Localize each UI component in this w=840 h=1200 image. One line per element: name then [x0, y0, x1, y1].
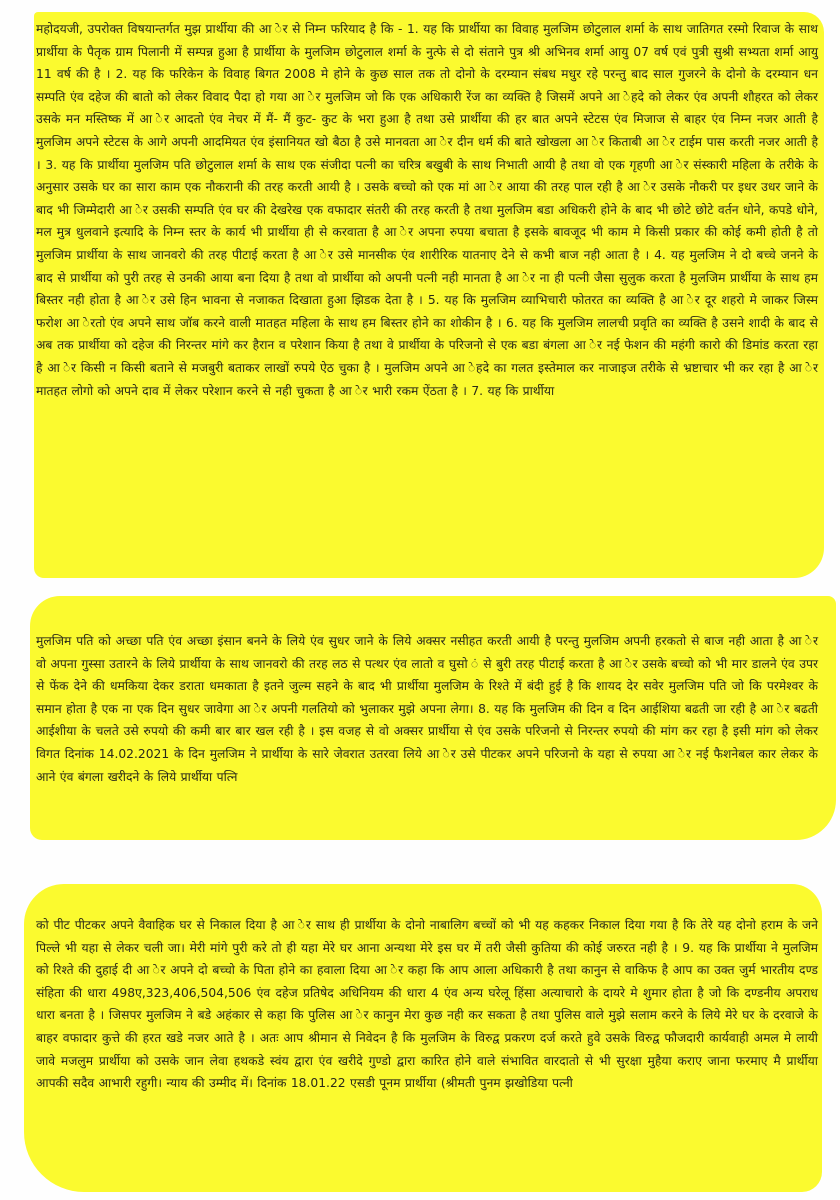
complaint-paragraph-2: मुलजिम पति को अच्छा पति एंव अच्छा इंसान बनने के लिये एंव सुधर जाने के लिये अक्सर नसीहत करती आयी है परन्तु मुलजिम अपनी हरकतो से बाज नही आता है आ ेर वो अपना गुस्सा उतारने के लिये प्रार्थीया के साथ जानवरो की तरह लठ से पत्थर एंव लातो व घुसो ं से बुरी तरह पीटाई करता है आ ेर उसके बच्चो को भी मार डालने एंव उपर से फेंक देने की धमकिया देकर डराता धमकाता है इतने जुल्म सहने के बाद भी प्रार्थीया मुलजिम के रिश्ते में बंदी हुई है कि शायद देर सवेर मुलजिम पति जो कि परमेश्वर के समान होता है एक ना एक दिन सुधर जावेगा आ ेर अपनी गलतियो को भुलाकर मुझे अपना लेगा। 8. यह कि मुलजिम की दिन व दिन आईशिया बढती जा रही है आ ेर बढती आईशीया के चलते उसे रुपयो की कमी बार बार खल रही है । इस वजह से वो अक्सर प्रार्थीया से एंव उसके परिजनो से निरन्तर रुपयो की मांग कर रहा है इसी मांग को लेकर विगत दिनांक 14.02.2021 के दिन मुलजिम ने प्रार्थीया के सारे जेवरात उतरवा लिये आ ेर उसे पीटकर अपने परिजनो के यहा से रुपया आ ेर नई फैशनेबल कार लेकर के आने एंव बंगला खरीदने के लिये प्रार्थीया पत्नि [36, 634, 818, 784]
complaint-paragraph-1: महोदयजी, उपरोक्त विषयान्तर्गत मुझ प्रार्थीया की आ ेर से निम्न फरियाद है कि - 1. यह कि प्रार्थीया का विवाह मुलजिम छोटुलाल शर्मा के साथ जातिगत रस्मो रिवाज के साथ प्रार्थीया के पैतृक ग्राम पिलानी में सम्पन्न हुआ है प्रार्थीया के मुलजिम छोटुलाल शर्मा के नुत्फे से दो संताने पुत्र श्री अभिनव शर्मा आयु 07 वर्ष एवं पुत्री सुश्री सभ्यता शर्मा आयु 11 वर्ष की है । 2. यह कि फरिकेन के विवाह बिगत 2008 मे होने के कुछ साल तक तो दोनो के दरम्यान संबध मधुर रहे परन्तु बाद साल गुजरने के दोनो के दरम्यान धन सम्पति एंव दहेज की बातो को लेकर विवाद पैदा हो गया आ ेर मुलजिम जो कि एक अधिकारी रेंज का व्यक्ति है जिसमें अपने आ ेहदे को लेकर एंव अपनी शौहरत को लेकर उसके मन मस्तिष्क में आ ेर आदतो एंव नेचर में मैं- मैं कुट- कुट के भरा हुआ है तथा उसे प्रार्थीया की हर बात अपने स्टेटस एंव मिजाज से बाहर एंव निम्न नजर आती है मुलजिम अपने स्टेटस के आगे अपनी आदमियत एंव इंसानियत खो बैठा है उसे मानवता आ ेर दीन धर्म की बाते खोखला आ ेर किताबी आ ेर टाईम पास करती नजर आती है । 3. यह कि प्रार्थीया मुलजिम पति छोटुलाल शर्मा के साथ एक संजीदा पत्नी का चरित्र बखुबी के साथ निभाती आयी है तथा वो एक गृहणी आ ेर संस्कारी महिला के तरीके के अनुसार उसके घर का सारा काम एक नौकरानी की तरह करती आयी है । उसके बच्चो को एक मां आ ेर आया की तरह पाल रही है आ ेर उसके नौकरी पर इधर उधर जाने के बाद भी जिम्मेदारी आ ेर उसकी सम्पति एंव घर की देखरेख एक वफादार संतरी की तरह करती है तथा मुलजिम बडा अधिकरी होने के बाद भी छोटे छोटे वर्तन धोने, कपडे धोने, मल मुत्र धुलवाने इत्यादि के निम्न स्तर के कार्य भी प्रार्थीया ही से करवाता है आ ेर अपना रुपया बचाता है इसके बावजूद भी काम मे किसी प्रकार की कोई कमी होती है तो मुलजिम प्रार्थीया के साथ जानवरो की तरह पीटाई करता है आ ेर उसे मानसीक एंव शारीरिक यातनाए देने से कभी बाज नही आता है । 4. यह मुलजिम ने दो बच्चे जनने के बाद से प्रार्थीया को पुरी तरह से उनकी आया बना दिया है तथा वो प्रार्थीया को अपनी पत्नी नही मानता है आ ेर ना ही पत्नी जैसा सुलुक करता है मुलजिम प्रार्थीया के साथ हम बिस्तर नही होता है आ ेर उसे हिन भावना से नजाकत दिखाता हुआ झिडक देता है । 5. यह कि मुलजिम व्याभिचारी फोतरत का व्यक्ति है आ ेर दूर शहरो मे जाकर जिस्म फरोश आ ेरतो एंव अपने साथ जॉब करने वाली मातहत महिला के साथ हम बिस्तर होने का शोकीन है । 6. यह कि मुलजिम लालची प्रवृति का व्यक्ति है उसने शादी के बाद से अब तक प्रार्थीया को दहेज की निरन्तर मांगे कर हैरान व परेशान किया है तथा वे प्रार्थीया के परिजनो से एक बडा बंगला आ ेर नई फेशन की महंगी कारो की डिमांड करता रहा है आ ेर किसी न किसी बताने से मजबुरी बताकर लाखों रुपये ऐठ चुका है । मुलजिम अपने आ ेहदे का गलत इस्तेमाल कर नाजाइज तरीके से भ्रष्टाचार भी कर रहा है आ ेर मातहत लोगो को अपने दाव में लेकर परेशान करने से नही चुकता है आ ेर भारी रकम ऐंठता है । 7. यह कि प्रार्थीया [36, 22, 819, 398]
complaint-paragraph-3: को पीट पीटकर अपने वैवाहिक घर से निकाल दिया है आ ेर साथ ही प्रार्थीया के दोनो नाबालिग बच्चों को भी यह कहकर निकाल दिया गया है कि तेरे यह दोनो हराम के जने पिल्ले भी यहा से लेकर चली जा। मेरी मांगे पुरी करे तो ही यहा मेरे घर आना अन्यथा मेरे इस घर में तरी जैसी कुतिया की कोई जरुरत नही है । 9. यह कि प्रार्थीया ने मुलजिम को रिश्ते की दुहाई दी आ ेर अपने दो बच्चो के पिता होने का हवाला दिया आ ेर कहा कि आप आला अधिकारी है तथा कानुन से वाकिफ है आप का उक्त जुर्म भारतीय दण्ड संहिता की धारा 498ए,323,406,504,506 एंव दहेज प्रतिषेद अधिनियम की धारा 4 एंव अन्य घरेलू हिंसा अत्याचारो के दायरे मे शुमार होता है जो कि दण्डनीय अपराध धारा बनता है । जिसपर मुलजिम ने बडे अहंकार से कहा कि पुलिस आ ेर कानुन मेरा कुछ नही कर सकता है तथा पुलिस वाले मुझे सलाम करने के लिये मेरे घर के दरवाजे के बाहर वफादार कुत्ते की हरत खडे नजर आते है । अतः आप श्रीमान से निवेदन है कि मुलजिम के विरुद्व प्रकरण दर्ज करते हुवे उसके विरुद्व फौजदारी कार्यवाही अमल मे लायी जावे मजलुम प्रार्थीया को उसके जान लेवा हथकडे स्वंय द्वारा एंव खरीदे गुण्डो द्वारा कारित होने वाले संभावित वारदातो से भी सुरक्षा मुहैया कराए जाना फरमाए मै प्रार्थीया आपकी सदैव आभारी रहुगी। न्याय की उम्मीद में। दिनांक 18.01.22 एसडी पूनम प्रार्थीया (श्रीमती पुनम झखोडिया पत्नी [36, 918, 818, 1091]
complaint-section-3 [36, 914, 818, 1095]
complaint-section-2 [36, 630, 818, 788]
complaint-section-1 [36, 18, 818, 402]
